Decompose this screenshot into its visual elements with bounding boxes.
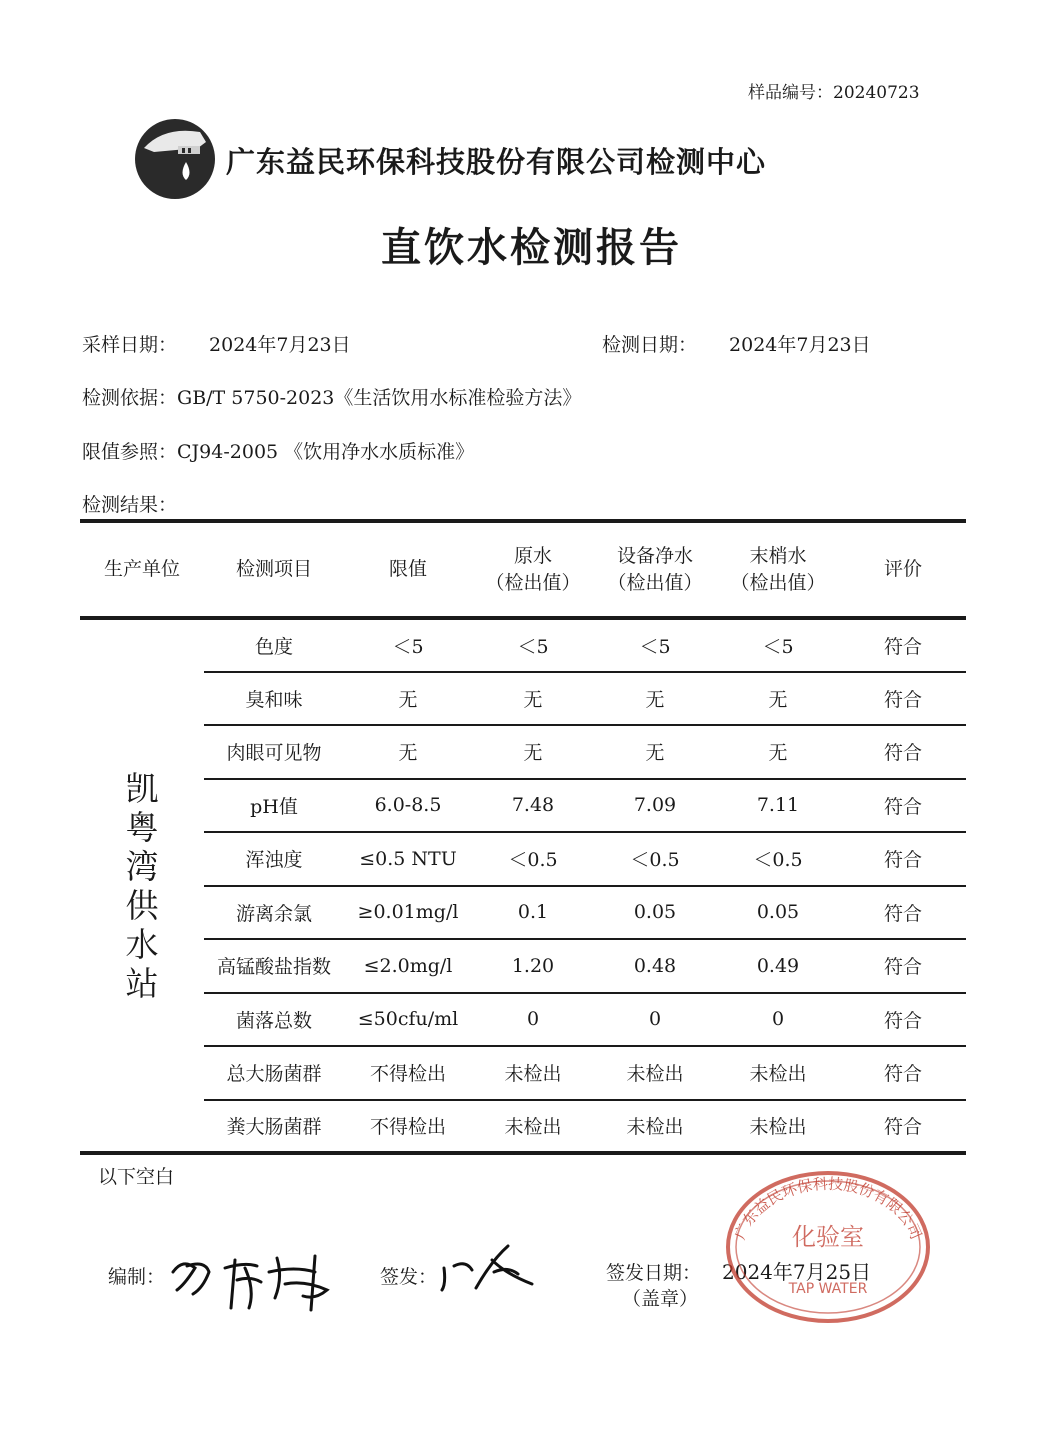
cell-limit: ≤50cfu/ml (344, 993, 472, 1047)
cell-end: 0.05 (716, 886, 840, 940)
cell-limit: ≤2.0mg/l (344, 939, 472, 993)
test-basis-label: 检测依据： (82, 387, 178, 409)
cell-eval: 符合 (840, 993, 966, 1047)
cell-raw: ＜5 (517, 635, 549, 658)
blank-note: 以下空白 (98, 1166, 175, 1188)
table-row (80, 618, 966, 672)
header-end (716, 521, 840, 618)
cell-raw: 无 (472, 725, 594, 779)
company-name: 广东益民环保科技股份有限公司检测中心 (226, 145, 767, 179)
cell-raw: 7.48 (472, 779, 594, 833)
cell-item: 粪大肠菌群 (204, 1100, 344, 1154)
cell-end: 未检出 (716, 1100, 840, 1154)
table-row (80, 939, 966, 993)
cell-limit: ＜5 (392, 635, 424, 658)
cell-end: 未检出 (716, 1046, 840, 1100)
stamp-center-text: 化验室 (792, 1223, 864, 1251)
cell-item: 高锰酸盐指数 (204, 939, 344, 993)
cell-end: ＜0.5 (716, 832, 840, 886)
table-row (80, 993, 966, 1047)
cell-eval: 符合 (840, 672, 966, 726)
cell-item: 肉眼可见物 (204, 725, 344, 779)
sampling-date (82, 330, 351, 357)
cell-raw: 1.20 (472, 939, 594, 993)
header-end-sub: （检出值） (730, 571, 826, 594)
header-raw (472, 521, 594, 618)
cell-limit: 不得检出 (344, 1100, 472, 1154)
unit-char: 凯 (125, 768, 159, 808)
table-row (80, 725, 966, 779)
table-row (80, 672, 966, 726)
seal-note: （盖章） (622, 1288, 699, 1310)
header-device-title: 设备净水 (616, 544, 693, 567)
test-date-label: 检测日期： (602, 334, 698, 356)
header-limit: 限值 (388, 558, 427, 580)
unit-char: 供 (125, 885, 159, 925)
cell-device: 0.48 (594, 939, 716, 993)
production-unit-name (80, 618, 204, 1153)
cell-device: ＜5 (639, 635, 671, 658)
cell-limit: ≤0.5 NTU (344, 832, 472, 886)
unit-char: 粤 (125, 807, 159, 847)
cell-item: 总大肠菌群 (204, 1046, 344, 1100)
cell-device: 无 (594, 725, 716, 779)
compiler-label: 编制： (108, 1266, 166, 1288)
cell-raw: 未检出 (472, 1046, 594, 1100)
cell-limit: 不得检出 (344, 1046, 472, 1100)
cell-device: 0 (594, 993, 716, 1047)
cell-eval: 符合 (840, 886, 966, 940)
results-table (80, 519, 966, 1155)
header-eval: 评价 (883, 558, 922, 580)
header-device (594, 521, 716, 618)
cell-limit: 无 (344, 672, 472, 726)
cell-end: 0 (716, 993, 840, 1047)
cell-limit: 无 (344, 725, 472, 779)
unit-char: 站 (125, 963, 159, 1003)
cell-device: 未检出 (594, 1100, 716, 1154)
cell-eval: 符合 (883, 635, 922, 658)
cell-raw: 未检出 (472, 1100, 594, 1154)
cell-eval: 符合 (840, 1046, 966, 1100)
cell-raw: 0.1 (472, 886, 594, 940)
cell-item: pH值 (204, 779, 344, 833)
cell-raw: 无 (472, 672, 594, 726)
sampling-date-value: 2024年7月23日 (209, 334, 351, 356)
sample-number: 样品编号：20240723 (748, 83, 920, 103)
issuer-label: 签发： (380, 1266, 438, 1288)
cell-eval: 符合 (840, 779, 966, 833)
unit-char: 湾 (125, 846, 159, 886)
table-row (80, 1046, 966, 1100)
test-basis-value: GB/T 5750-2023《生活饮用水标准检验方法》 (177, 387, 582, 409)
table-row (80, 832, 966, 886)
cell-device: 0.05 (594, 886, 716, 940)
cell-item: 菌落总数 (204, 993, 344, 1047)
cell-end: 无 (716, 725, 840, 779)
sampling-date-label: 采样日期： (82, 334, 178, 356)
header-device-sub: （检出值） (607, 571, 703, 594)
stamp-bottom-text: TAP WATER (788, 1281, 868, 1297)
cell-eval: 符合 (840, 832, 966, 886)
table-header-row (80, 521, 966, 618)
cell-limit: ≥0.01mg/l (344, 886, 472, 940)
issuer-signature (436, 1240, 546, 1296)
issue-date-value: 2024年7月25日 (722, 1260, 872, 1284)
cell-eval: 符合 (840, 725, 966, 779)
table-row (80, 886, 966, 940)
report-title: 直饮水检测报告 (381, 225, 682, 271)
cell-item: 臭和味 (204, 672, 344, 726)
header-item: 检测项目 (235, 558, 312, 580)
header-raw-title: 原水 (513, 544, 552, 567)
unit-char: 水 (125, 924, 159, 964)
cell-device: 无 (594, 672, 716, 726)
header-unit: 生产单位 (103, 558, 180, 580)
cell-end: 无 (716, 672, 840, 726)
limit-reference (82, 437, 474, 464)
cell-item: 游离余氯 (204, 886, 344, 940)
cell-eval: 符合 (840, 939, 966, 993)
table-row (80, 779, 966, 833)
table-row (80, 1100, 966, 1154)
results-label: 检测结果： (82, 494, 178, 516)
cell-device: ＜0.5 (594, 832, 716, 886)
cell-device: 未检出 (594, 1046, 716, 1100)
cell-end: 0.49 (716, 939, 840, 993)
header-raw-sub: （检出值） (485, 571, 581, 594)
official-stamp (720, 1165, 936, 1325)
cell-limit: 6.0-8.5 (344, 779, 472, 833)
cell-end: 7.11 (716, 779, 840, 833)
limit-reference-label: 限值参照： (82, 441, 178, 463)
stamp-ring-text: 广东益民环保科技股份有限公司 (730, 1174, 926, 1243)
cell-device: 7.09 (594, 779, 716, 833)
header-end-title: 末梢水 (749, 544, 807, 567)
test-date-value: 2024年7月23日 (729, 334, 871, 356)
test-basis (82, 383, 581, 410)
cell-raw: ＜0.5 (472, 832, 594, 886)
cell-item: 色度 (254, 635, 293, 658)
cell-end: ＜5 (762, 635, 794, 658)
issue-date-label: 签发日期： (606, 1262, 702, 1284)
compiler-signature (165, 1238, 345, 1316)
cell-raw: 0 (472, 993, 594, 1047)
company-logo-icon (134, 118, 216, 200)
cell-eval: 符合 (840, 1100, 966, 1154)
test-date (602, 330, 871, 357)
cell-item: 浑浊度 (204, 832, 344, 886)
limit-reference-value: CJ94-2005 《饮用净水水质标准》 (177, 441, 475, 463)
